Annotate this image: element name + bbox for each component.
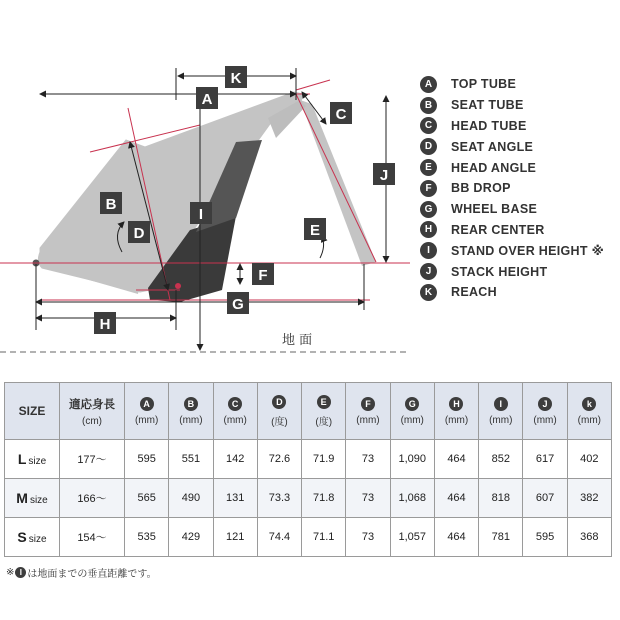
svg-text:D: D: [133, 225, 145, 242]
legend-badge: H: [420, 221, 437, 238]
size-cell: S size: [5, 518, 60, 557]
label-b: [100, 192, 122, 214]
header-height: 適応身長 (cm): [60, 383, 125, 440]
header-col: G (mm): [390, 383, 434, 440]
value-cell: 1,068: [390, 479, 434, 518]
legend-item: [420, 282, 620, 303]
value-cell: 429: [169, 518, 213, 557]
header-col: F (mm): [346, 383, 390, 440]
height-cell: 154～: [60, 518, 125, 557]
svg-text:G: G: [232, 296, 244, 313]
value-cell: 607: [523, 479, 567, 518]
label-j: [373, 163, 395, 185]
value-cell: 71.9: [302, 440, 346, 479]
value-cell: 142: [213, 440, 257, 479]
legend-label: HEAD TUBE: [451, 118, 527, 133]
value-cell: 1,057: [390, 518, 434, 557]
footnote: [6, 565, 157, 580]
value-cell: 565: [125, 479, 169, 518]
legend-badge: E: [420, 159, 437, 176]
svg-text:A: A: [201, 91, 213, 108]
bike-frame: [33, 92, 377, 302]
value-cell: 73.3: [257, 479, 301, 518]
value-cell: 73: [346, 518, 390, 557]
value-cell: 617: [523, 440, 567, 479]
table-row: [5, 440, 612, 479]
legend-item: [420, 220, 620, 241]
header-size: SIZE: [5, 383, 60, 440]
legend-item: [420, 199, 620, 220]
value-cell: 535: [125, 518, 169, 557]
value-cell: 595: [523, 518, 567, 557]
value-cell: 73: [346, 479, 390, 518]
legend-item: [420, 261, 620, 282]
size-cell: L size: [5, 440, 60, 479]
value-cell: 464: [434, 479, 478, 518]
svg-text:E: E: [309, 222, 321, 239]
legend-item: [420, 116, 620, 137]
legend-label: TOP TUBE: [451, 77, 517, 92]
value-cell: 402: [567, 440, 611, 479]
value-cell: 368: [567, 518, 611, 557]
legend-label: REAR CENTER: [451, 222, 545, 237]
legend-label: WHEEL BASE: [451, 202, 538, 217]
svg-text:K: K: [230, 70, 242, 87]
legend-item: [420, 157, 620, 178]
svg-text:F: F: [258, 267, 268, 284]
value-cell: 551: [169, 440, 213, 479]
value-cell: 131: [213, 479, 257, 518]
label-h: [94, 312, 116, 334]
legend-badge: I: [420, 242, 437, 259]
svg-text:B: B: [105, 196, 117, 213]
legend-badge: D: [420, 138, 437, 155]
value-cell: 71.1: [302, 518, 346, 557]
legend-badge: K: [420, 284, 437, 301]
value-cell: 121: [213, 518, 257, 557]
legend-label: STACK HEIGHT: [451, 264, 548, 279]
header-col: B (mm): [169, 383, 213, 440]
legend-label: HEAD ANGLE: [451, 160, 537, 175]
footnote-text: は地面までの垂直距離です。: [27, 569, 157, 580]
legend-item: [420, 74, 620, 95]
table-row: [5, 518, 612, 557]
value-cell: 464: [434, 440, 478, 479]
value-cell: 490: [169, 479, 213, 518]
label-a: [196, 87, 218, 109]
svg-text:H: H: [99, 316, 111, 333]
label-d: [128, 221, 150, 243]
header-col: I (mm): [479, 383, 523, 440]
table-row: [5, 479, 612, 518]
svg-text:I: I: [198, 206, 204, 223]
legend-badge: B: [420, 97, 437, 114]
svg-text:J: J: [379, 167, 389, 184]
ground-label: 地 面: [282, 333, 313, 348]
value-cell: 1,090: [390, 440, 434, 479]
label-f: [252, 263, 274, 285]
header-col: C (mm): [213, 383, 257, 440]
legend-label: REACH: [451, 285, 497, 300]
header-col: J (mm): [523, 383, 567, 440]
header-col: E (度): [302, 383, 346, 440]
height-cell: 177～: [60, 440, 125, 479]
label-g: [227, 292, 249, 314]
value-cell: 72.6: [257, 440, 301, 479]
legend-badge: C: [420, 117, 437, 134]
legend: [420, 74, 620, 303]
value-cell: 71.8: [302, 479, 346, 518]
header-col: k (mm): [567, 383, 611, 440]
legend-label: SEAT ANGLE: [451, 139, 534, 154]
header-col: A (mm): [125, 383, 169, 440]
value-cell: 73: [346, 440, 390, 479]
legend-item: [420, 240, 620, 261]
value-cell: 595: [125, 440, 169, 479]
legend-label: STAND OVER HEIGHT ※: [451, 244, 605, 259]
value-cell: 818: [479, 479, 523, 518]
label-c: [330, 102, 352, 124]
legend-badge: G: [420, 201, 437, 218]
value-cell: 464: [434, 518, 478, 557]
geometry-table: [4, 382, 612, 557]
legend-item: [420, 95, 620, 116]
label-i: [190, 202, 212, 224]
header-col: H (mm): [434, 383, 478, 440]
footnote-badge: I: [15, 567, 26, 578]
legend-badge: A: [420, 76, 437, 93]
value-cell: 852: [479, 440, 523, 479]
value-cell: 382: [567, 479, 611, 518]
footnote-mark: ※: [6, 567, 15, 578]
legend-label: SEAT TUBE: [451, 98, 524, 113]
height-cell: 166～: [60, 479, 125, 518]
svg-text:C: C: [335, 106, 347, 123]
value-cell: 74.4: [257, 518, 301, 557]
legend-item: [420, 178, 620, 199]
legend-badge: J: [420, 263, 437, 280]
value-cell: 781: [479, 518, 523, 557]
legend-label: BB DROP: [451, 181, 511, 196]
label-k: [225, 66, 247, 88]
legend-badge: F: [420, 180, 437, 197]
table-header-row: [5, 383, 612, 440]
size-cell: M size: [5, 479, 60, 518]
header-col: D (度): [257, 383, 301, 440]
legend-item: [420, 136, 620, 157]
label-e: [304, 218, 326, 240]
